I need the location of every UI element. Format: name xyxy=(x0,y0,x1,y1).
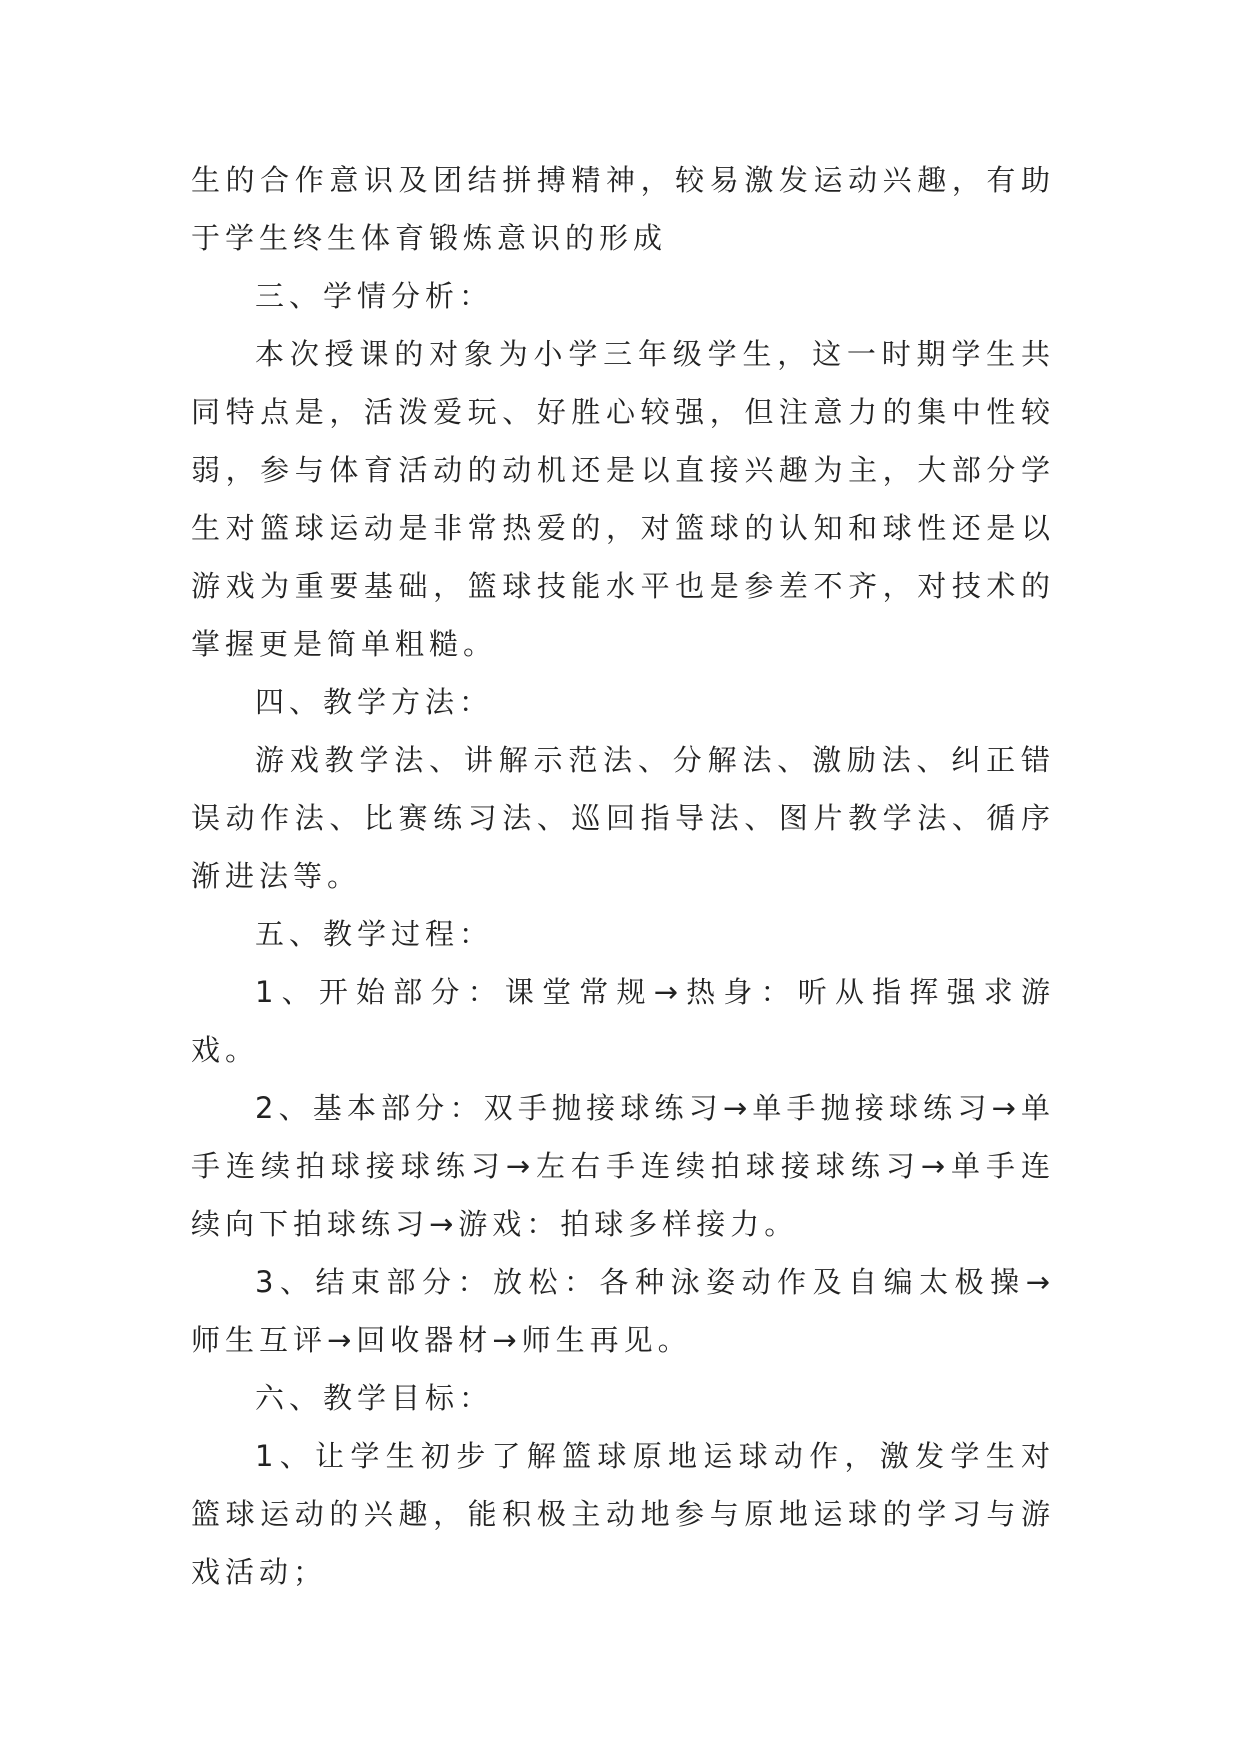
heading-learning-analysis: 三、学情分析： xyxy=(255,279,494,313)
paragraph-goal-1: 1、让学生初步了解篮球原地运球动作，激发学生对篮球运动的兴趣，能积极主动地参与原地运球的学习与游戏活动； xyxy=(191,1439,1055,1589)
paragraph-teaching-methods: 游戏教学法、讲解示范法、分解法、激励法、纠正错误动作法、比赛练习法、巡回指导法、图片教学法、循序渐进法等。 xyxy=(191,743,1055,893)
paragraph-process-start: 1、开始部分：课堂常规→热身：听从指挥强求游戏。 xyxy=(191,975,1055,1067)
paragraph-process-basic: 2、基本部分：双手抛接球练习→单手抛接球练习→单手连续拍球接球练习→左右手连续拍球接球练习→单手连续向下拍球练习→游戏：拍球多样接力。 xyxy=(191,1091,1055,1241)
paragraph-process-end: 3、结束部分：放松：各种泳姿动作及自编太极操→师生互评→回收器材→师生再见。 xyxy=(191,1265,1055,1357)
heading-teaching-goals: 六、教学目标： xyxy=(255,1381,494,1415)
heading-teaching-process: 五、教学过程： xyxy=(255,917,494,951)
paragraph-learning-analysis: 本次授课的对象为小学三年级学生，这一时期学生共同特点是，活泼爱玩、好胜心较强，但注意力的集中性较弱，参与体育活动的动机还是以直接兴趣为主，大部分学生对篮球运动是非常热爱的，对篮球的认知和球性还是以游戏为重要基础，篮球技能水平也是参差不齐，对技术的掌握更是简单粗糙。 xyxy=(191,337,1055,661)
heading-teaching-methods: 四、教学方法： xyxy=(255,685,494,719)
document-body xyxy=(191,151,1055,1601)
paragraph-continuation: 生的合作意识及团结拼搏精神，较易激发运动兴趣，有助于学生终生体育锻炼意识的形成 xyxy=(191,163,1055,255)
